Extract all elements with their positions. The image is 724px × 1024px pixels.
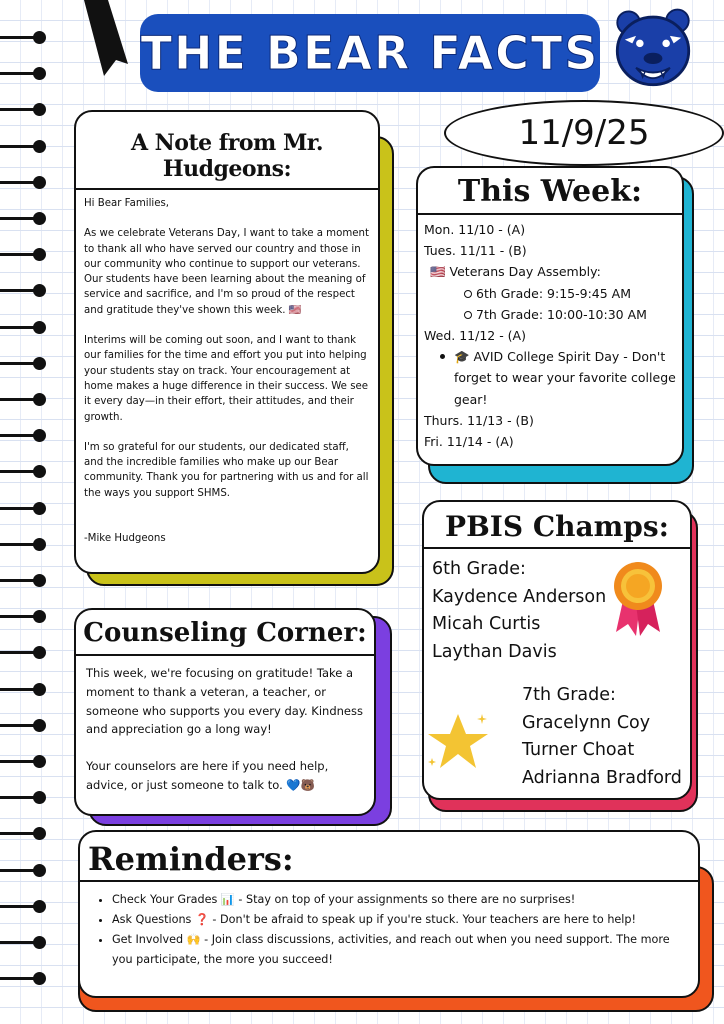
pbis-title: PBIS Champs: (424, 502, 690, 549)
pbis-grade6-name-1: Kaydence Anderson (432, 586, 607, 607)
binder-hole (0, 247, 50, 261)
binder-hole (0, 645, 50, 659)
binder-hole (0, 899, 50, 913)
page-title: THE BEAR FACTS (140, 26, 600, 80)
week-day-mon: Mon. 11/10 - (A) (424, 222, 526, 237)
binder-hole (0, 790, 50, 804)
reminder-item-3: • Get Involved 🙌 - Join class discussions, activities, and reach out when you need support. The more you participate, the more you succeed! (112, 930, 688, 970)
reminders-list (90, 890, 688, 970)
award-ribbon-icon (610, 560, 666, 638)
binder-hole (0, 320, 50, 334)
counseling-section (74, 608, 390, 824)
binder-hole (0, 573, 50, 587)
week-day-fri: Fri. 11/14 - (A) (424, 434, 514, 450)
counsel-title: Counseling Corner: (76, 610, 374, 656)
binder-hole (0, 754, 50, 768)
pbis-grade7-label: 7th Grade: (522, 685, 616, 705)
binder-hole (0, 971, 50, 985)
week-event-assembly: 🇺🇸 Veterans Day Assembly: (430, 264, 601, 280)
week-day-wed: Wed. 11/12 - (A) (424, 328, 526, 344)
week-assembly-6th: 6th Grade: 9:15-9:45 AM (424, 283, 676, 304)
pbis-grade7-name-1: Gracelynn Coy (522, 712, 651, 733)
title-banner (140, 14, 600, 92)
week-card (416, 166, 684, 466)
binder-hole (0, 356, 50, 370)
counsel-paragraph-1: This week, we're focusing on gratitude! Take a moment to thank a veteran, a teacher, or someone who supports you every day. Kindness and appreciation go a long way! (86, 666, 363, 737)
binder-hole (0, 211, 50, 225)
counsel-card (74, 608, 376, 816)
binder-hole (0, 283, 50, 297)
week-title: This Week: (418, 168, 682, 215)
binder-hole (0, 175, 50, 189)
date-oval (444, 100, 724, 166)
pbis-grade7-name-2: Turner Choat (522, 740, 635, 760)
note-section (74, 110, 392, 584)
binder-hole (0, 935, 50, 949)
issue-date: 11/9/25 (518, 113, 650, 153)
binder-hole (0, 718, 50, 732)
week-event-avid: 🎓 AVID College Spirit Day - Don't forget to wear your favorite college gear! (424, 346, 676, 410)
binder-hole (0, 30, 50, 44)
pbis-grade6-label: 6th Grade: (432, 559, 526, 579)
binder-hole (0, 537, 50, 551)
note-paragraph-2: Interims will be coming out soon, and I want to thank our families for the time and effort you put into helping your students stay on track. Your encouragement at home makes a huge difference in their success. We see it every day—in their effort, their attitudes, and their growth. (84, 335, 369, 423)
note-paragraph-3: I'm so grateful for our students, our dedicated staff, and the incredible families who make up our Bear community. Thank you for partnering with us and for all the ways you support SHMS. (84, 441, 369, 499)
binder-hole (0, 102, 50, 116)
star-icon (424, 708, 492, 772)
week-day-thurs: Thurs. 11/13 - (B) (424, 412, 534, 428)
binder-hole (0, 139, 50, 153)
binder-hole (0, 428, 50, 442)
reminder-item-2: • Ask Questions ❓ - Don't be afraid to speak up if you're stuck. Your teachers are here to help! (112, 910, 688, 930)
note-title: A Note from Mr. Hudgeons: (76, 112, 378, 190)
note-greeting: Hi Bear Families, (84, 198, 170, 209)
week-assembly-7th: 7th Grade: 10:00-10:30 AM (424, 304, 676, 325)
binder-hole (0, 464, 50, 478)
pbis-section (422, 500, 698, 812)
note-paragraph-1: As we celebrate Veterans Day, I want to take a moment to thank all who have served our country and those in our community who continue to support our veterans. Our students have been learning about the meaning of service and sacrifice, and I'm so proud of the respect and gratitude they've shown this week. 🇺🇸 (84, 228, 369, 316)
note-signature: -Mike Hudgeons (84, 533, 166, 545)
binder-hole (0, 826, 50, 840)
bookmark-ribbon-icon (82, 0, 132, 80)
binder-hole (0, 609, 50, 623)
reminders-card (78, 830, 700, 998)
reminders-section (78, 830, 712, 1010)
this-week-section (416, 166, 694, 484)
binder-hole (0, 392, 50, 406)
binder-hole (0, 66, 50, 80)
note-card (74, 110, 380, 574)
binder-holes (0, 30, 50, 1020)
bear-mascot-icon (606, 2, 700, 96)
reminders-title: Reminders: (80, 832, 698, 882)
pbis-grade6-name-2: Micah Curtis (432, 614, 541, 634)
binder-hole (0, 863, 50, 877)
counsel-paragraph-2: Your counselors are here if you need help, advice, or just someone to talk to. 💙🐻 (86, 759, 329, 792)
binder-hole (0, 682, 50, 696)
week-day-tues: Tues. 11/11 - (B) (424, 243, 527, 259)
binder-hole (0, 501, 50, 515)
pbis-grade6-name-3: Laythan Davis (432, 641, 557, 662)
reminder-item-1: • Check Your Grades 📊 - Stay on top of your assignments so there are no surprises! (112, 890, 688, 910)
pbis-grade7-name-3: Adrianna Bradford (522, 767, 682, 788)
pbis-card (422, 500, 692, 800)
